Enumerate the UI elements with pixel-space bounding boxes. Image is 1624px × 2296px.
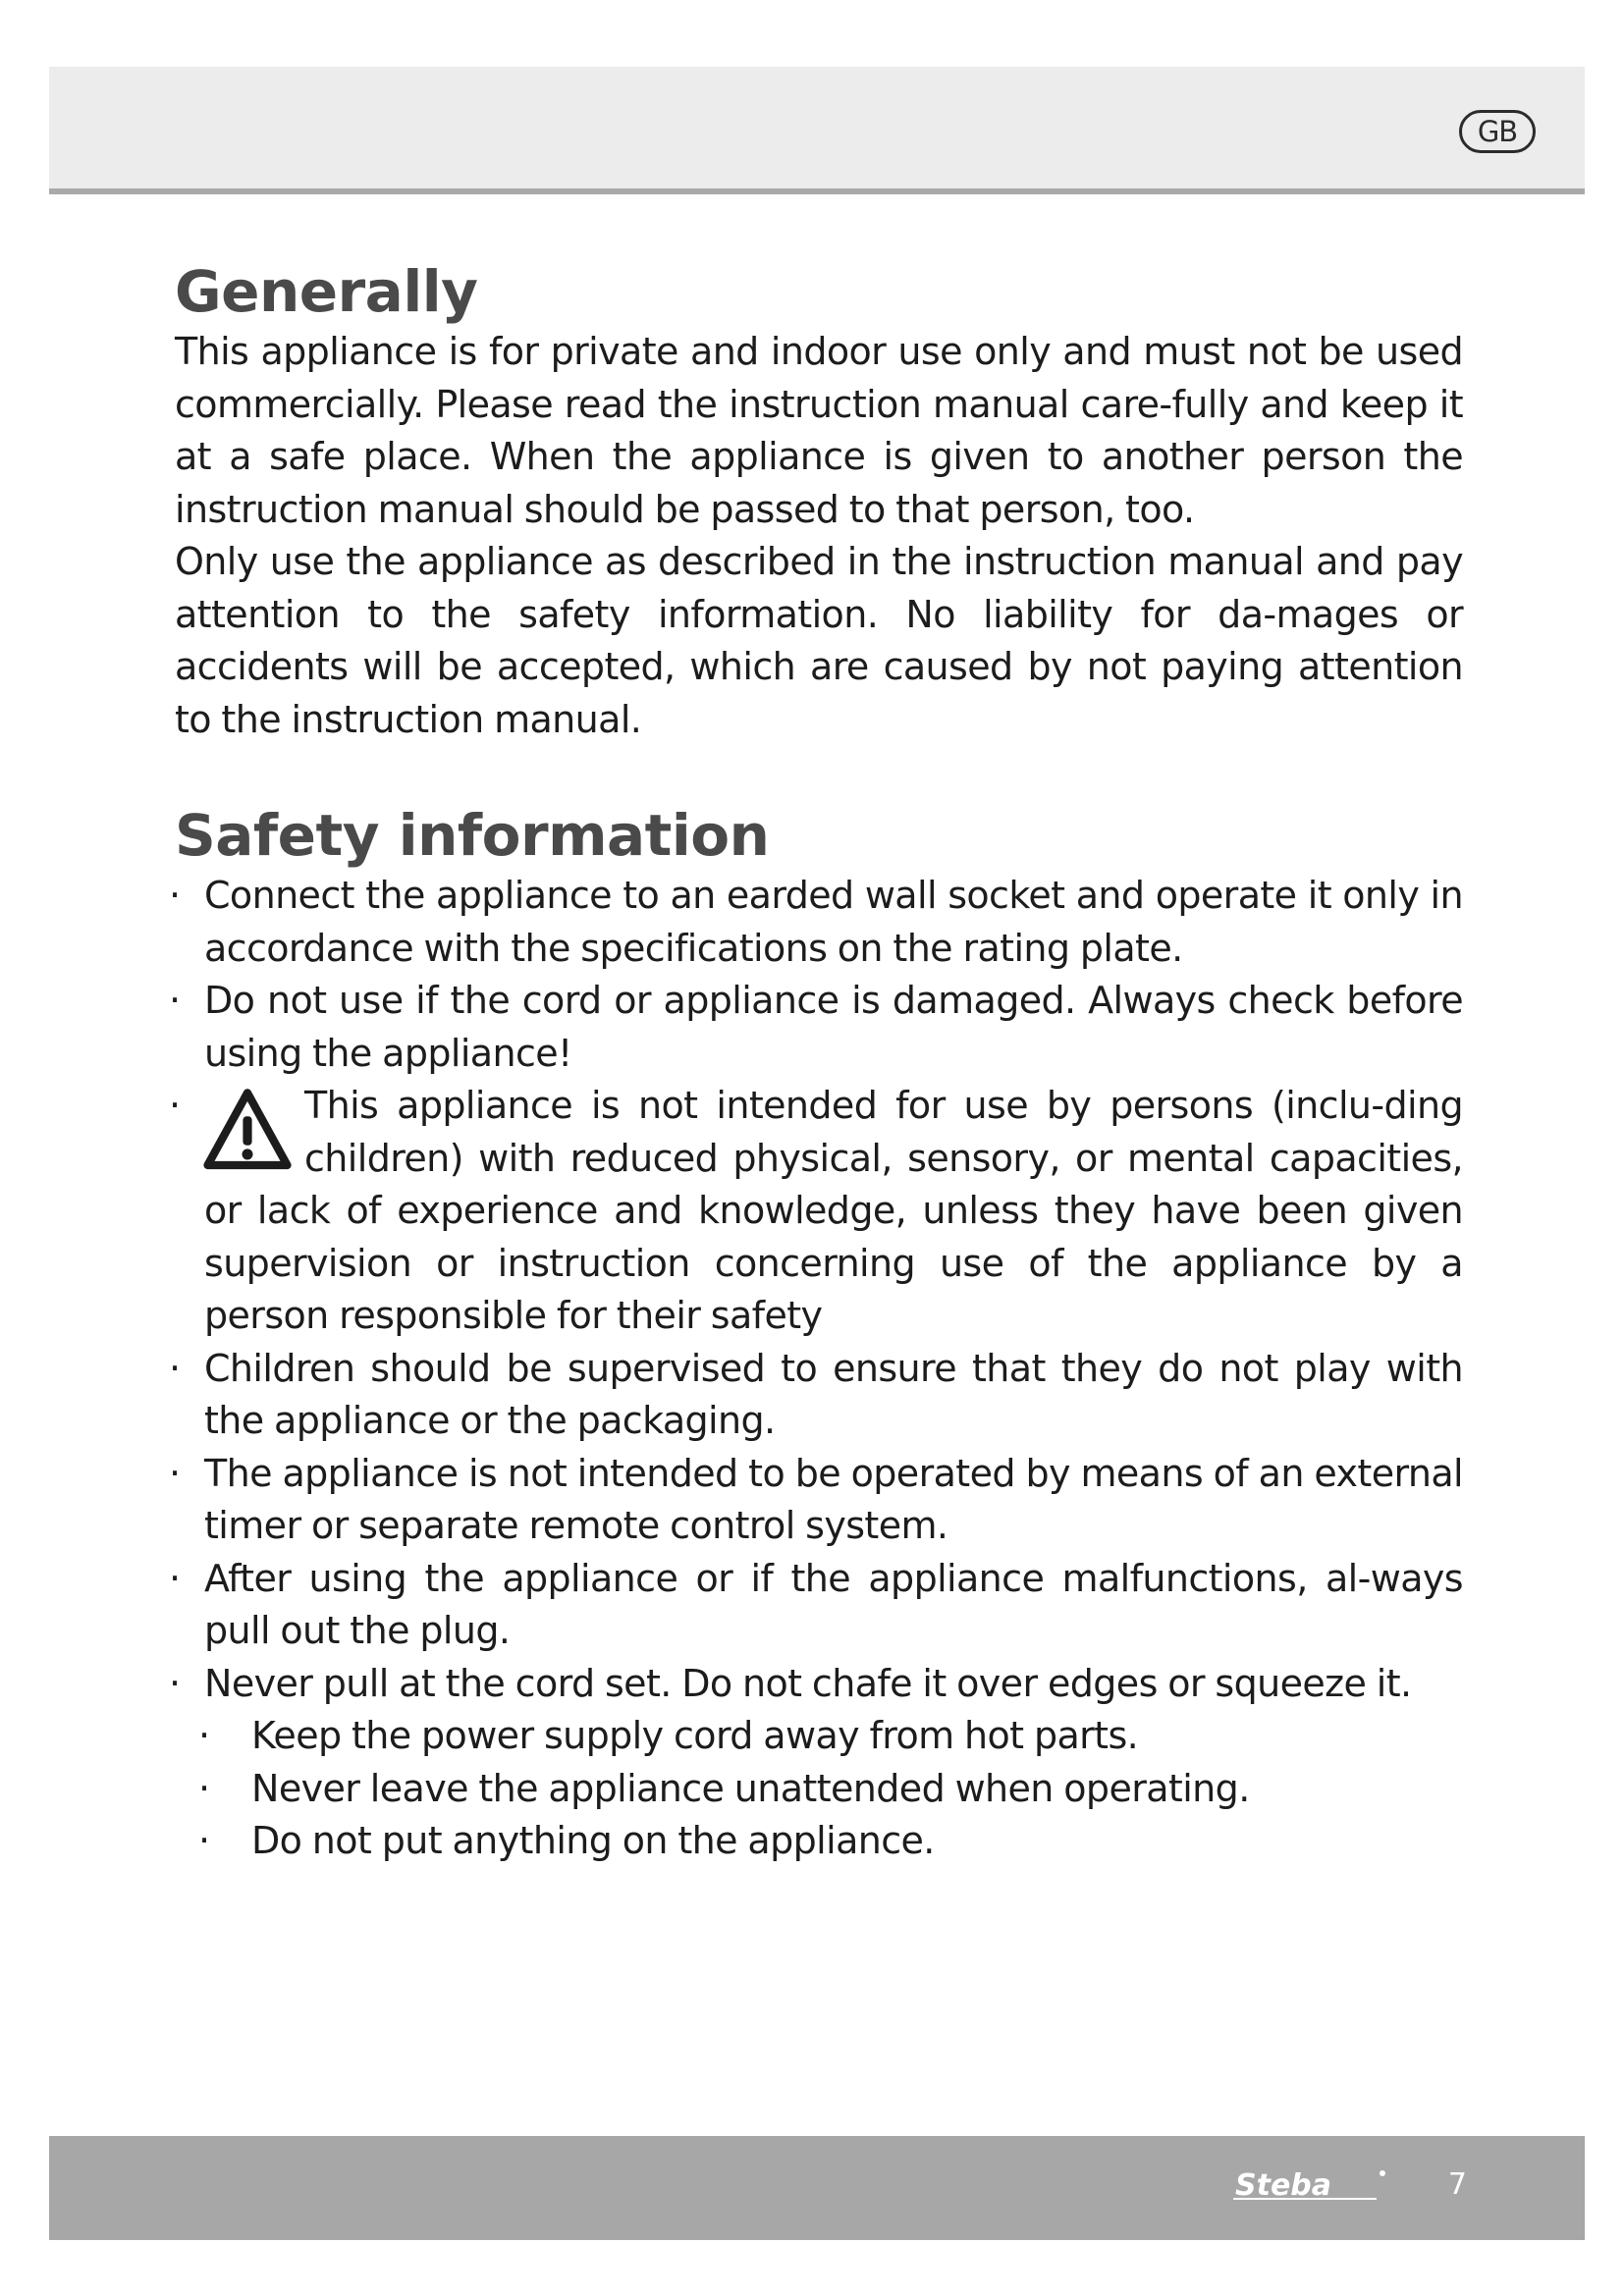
bullet-dot: · <box>198 1714 210 1757</box>
page-content <box>169 257 1463 1868</box>
bullet-dot: · <box>169 1661 181 1705</box>
bullet-dot: · <box>169 1451 181 1495</box>
generally-heading: Generally <box>175 258 478 325</box>
svg-text:Steba: Steba <box>1235 2168 1332 2203</box>
bullet-dot: · <box>198 1766 210 1810</box>
page-header <box>49 67 1585 194</box>
page-number: 7 <box>1447 2167 1467 2202</box>
bullet-dot: · <box>169 874 181 917</box>
safety-item-1: · Connect the appliance to an earded wall socket and operate it only in accordance with the specifications on the rating plate. <box>169 870 1463 975</box>
safety-item-6: · After using the appliance or if the appliance malfunctions, al-ways pull out the plug. <box>169 1553 1463 1658</box>
bullet-dot: · <box>169 1346 181 1390</box>
safety-list <box>169 870 1463 1868</box>
safety-item-10: · Do not put anything on the appliance. <box>169 1815 1463 1868</box>
safety-item-9: · Never leave the appliance unattended when operating. <box>169 1763 1463 1816</box>
safety-item-2: · Do not use if the cord or appliance is damaged. Always check before using the appliance! <box>169 975 1463 1080</box>
generally-paragraph-1: This appliance is for private and indoor use only and must not be used commercially. Please read the instruction manual care-fully and keep it at a safe place. When the appliance is given to another person the instruction manual should be passed to that person, too. <box>175 330 1463 531</box>
bullet-dot: · <box>169 1084 181 1127</box>
safety-item-5: · The appliance is not intended to be operated by means of an external timer or separate remote control system. <box>169 1448 1463 1553</box>
safety-heading: Safety information <box>175 802 770 869</box>
warning-triangle-icon <box>202 1086 293 1176</box>
bullet-dot: · <box>169 979 181 1022</box>
generally-paragraph-2: Only use the appliance as described in the instruction manual and pay attention to the safety information. No liability for da-mages or accidents will be accepted, which are caused by not paying attention to the instruction manual. <box>175 540 1463 741</box>
bullet-dot: · <box>169 1556 181 1600</box>
safety-item-7: · Never pull at the cord set. Do not chafe it over edges or squeeze it. <box>169 1658 1463 1711</box>
steba-logo <box>1231 2165 1388 2213</box>
section-gap <box>175 746 1463 801</box>
language-badge: GB <box>1459 110 1536 153</box>
safety-item-4: · Children should be supervised to ensure that they do not play with the appliance or the packaging. <box>169 1343 1463 1448</box>
bullet-dot: · <box>198 1819 210 1862</box>
safety-item-3: · This appliance is not intended for use by persons (inclu-ding children) with reduced physical, sensory, or mental capacities, or lack of experience and knowledge, unless they have been given supervision or instruction concerning use of the appliance by a person responsible for their safety <box>169 1080 1463 1343</box>
safety-item-8: · Keep the power supply cord away from hot parts. <box>169 1710 1463 1763</box>
page-footer <box>49 2136 1585 2240</box>
